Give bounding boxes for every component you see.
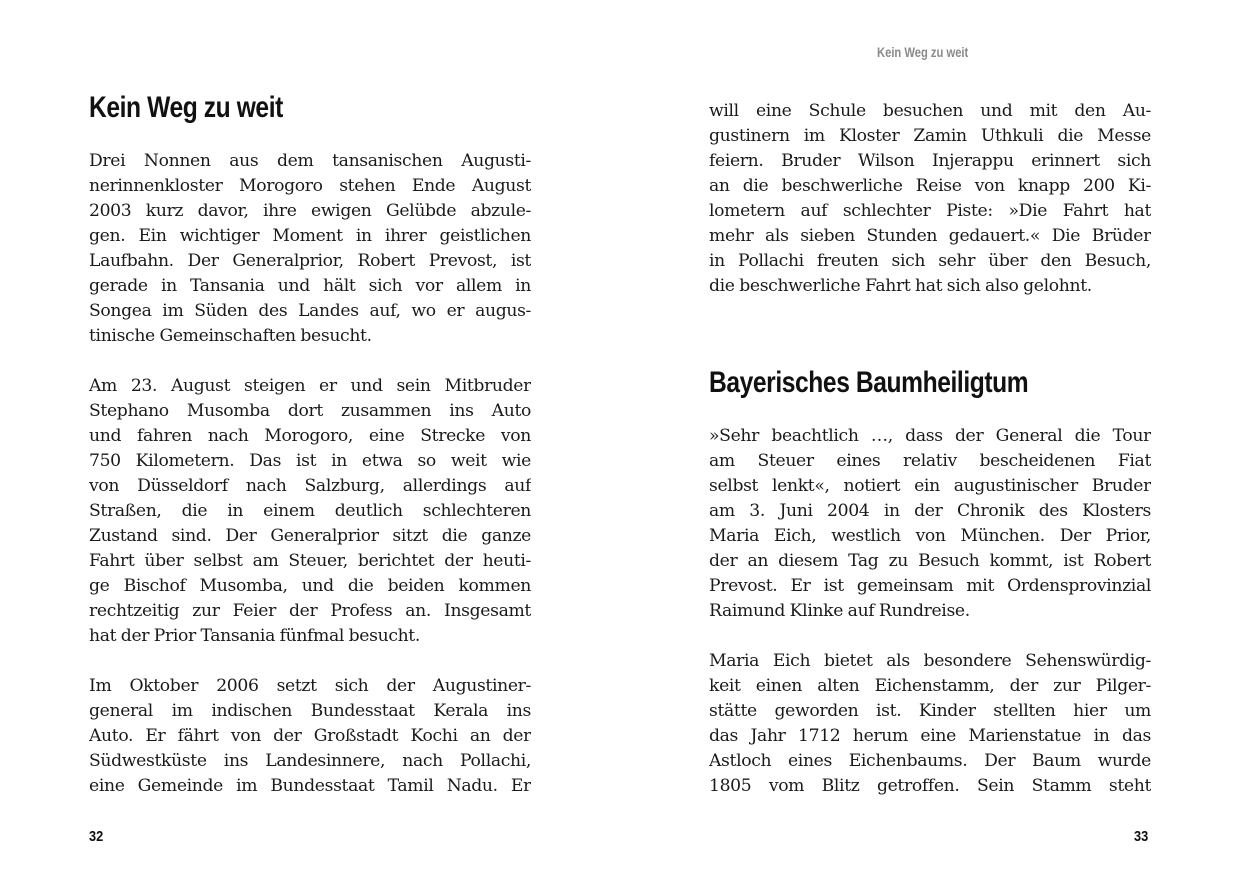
text-line: gerade in Tansania und hält sich vor allem in	[89, 276, 531, 296]
text-line: Stephano Musomba dort zusammen ins Auto	[89, 401, 531, 421]
text-line: Maria Eich bietet als besondere Sehenswürdig-	[709, 651, 1151, 671]
text-line: am 3. Juni 2004 in der Chronik des Klosters	[709, 501, 1151, 521]
text-line: selbst lenkt«, notiert ein augustinischer Bruder	[709, 476, 1151, 496]
text-line: 750 Kilometern. Das ist in etwa so weit wie	[89, 451, 531, 471]
text-line: general im indischen Bundesstaat Kerala ins	[89, 701, 531, 721]
text-line: gustinern im Kloster Zamin Uthkuli die Messe	[709, 126, 1151, 146]
right-page-body	[709, 424, 1151, 824]
text-line: von Düsseldorf nach Salzburg, allerdings auf	[89, 476, 531, 496]
text-line: 1805 vom Blitz getroffen. Sein Stamm steht	[709, 776, 1151, 796]
left-page-body	[89, 149, 531, 824]
text-line: Zustand sind. Der Generalprior sitzt die ganze	[89, 526, 531, 546]
text-line: feiern. Bruder Wilson Injerappu erinnert sich	[709, 151, 1151, 171]
right-page-continuation	[709, 99, 1151, 324]
paragraph	[709, 99, 1151, 299]
text-line: gen. Ein wichtiger Moment in ihrer geistlichen	[89, 226, 531, 246]
text-line: 2003 kurz davor, ihre ewigen Gelübde abzule-	[89, 201, 531, 221]
left-page-number: 32	[89, 828, 104, 845]
text-line: rechtzeitig zur Feier der Profess an. Insgesamt	[89, 601, 531, 621]
text-line: keit einen alten Eichenstamm, der zur Pilger-	[709, 676, 1151, 696]
text-line: Südwestküste ins Landesinnere, nach Pollachi,	[89, 751, 531, 771]
text-line: lometern auf schlechter Piste: »Die Fahrt hat	[709, 201, 1151, 221]
text-line: »Sehr beachtlich …, dass der General die Tour	[709, 426, 1151, 446]
text-line: der an diesem Tag zu Besuch kommt, ist Robert	[709, 551, 1151, 571]
text-line: will eine Schule besuchen und mit den Au-	[709, 101, 1151, 121]
running-head: Kein Weg zu weit	[877, 44, 969, 60]
paragraph	[89, 674, 531, 799]
text-line: hat der Prior Tansania fünfmal besucht.	[89, 626, 420, 646]
right-page-heading: Bayerisches Baumheiligtum	[709, 366, 1029, 399]
right-page-number: 33	[1134, 828, 1149, 845]
text-line: Im Oktober 2006 setzt sich der Augustiner-	[89, 676, 531, 696]
paragraph	[89, 374, 531, 649]
paragraph	[89, 149, 531, 349]
text-line: Maria Eich, westlich von München. Der Prior,	[709, 526, 1151, 546]
text-line: das Jahr 1712 herum eine Marienstatue in das	[709, 726, 1151, 746]
text-line: die beschwerliche Fahrt hat sich also gelohnt.	[709, 276, 1092, 296]
text-line: und fahren nach Morogoro, eine Strecke von	[89, 426, 531, 446]
text-line: Laufbahn. Der Generalprior, Robert Prevost, ist	[89, 251, 531, 271]
text-line: eine Gemeinde im Bundesstaat Tamil Nadu. Er	[89, 776, 531, 796]
text-line: Auto. Er fährt von der Großstadt Kochi an der	[89, 726, 531, 746]
text-line: am Steuer eines relativ bescheidenen Fiat	[709, 451, 1151, 471]
text-line: an die beschwerliche Reise von knapp 200 Ki-	[709, 176, 1151, 196]
text-line: Raimund Klinke auf Rundreise.	[709, 601, 970, 621]
text-line: stätte geworden ist. Kinder stellten hier um	[709, 701, 1151, 721]
text-line: Straßen, die in einem deutlich schlechteren	[89, 501, 531, 521]
left-page-heading: Kein Weg zu weit	[89, 91, 283, 124]
text-line: ge Bischof Musomba, und die beiden kommen	[89, 576, 531, 596]
paragraph	[709, 649, 1151, 799]
paragraph	[709, 424, 1151, 624]
text-line: Songea im Süden des Landes auf, wo er augus-	[89, 301, 531, 321]
text-line: tinische Gemeinschaften besucht.	[89, 326, 372, 346]
text-line: nerinnenkloster Morogoro stehen Ende August	[89, 176, 531, 196]
text-line: Fahrt über selbst am Steuer, berichtet der heuti-	[89, 551, 531, 571]
text-line: Prevost. Er ist gemeinsam mit Ordensprovinzial	[709, 576, 1151, 596]
text-line: in Pollachi freuten sich sehr über den Besuch,	[709, 251, 1151, 271]
text-line: Drei Nonnen aus dem tansanischen Augusti-	[89, 151, 531, 171]
text-line: Am 23. August steigen er und sein Mitbruder	[89, 376, 531, 396]
right-page	[620, 0, 1240, 886]
text-line: mehr als sieben Stunden gedauert.« Die Brüder	[709, 226, 1151, 246]
text-line: Astloch eines Eichenbaums. Der Baum wurde	[709, 751, 1151, 771]
